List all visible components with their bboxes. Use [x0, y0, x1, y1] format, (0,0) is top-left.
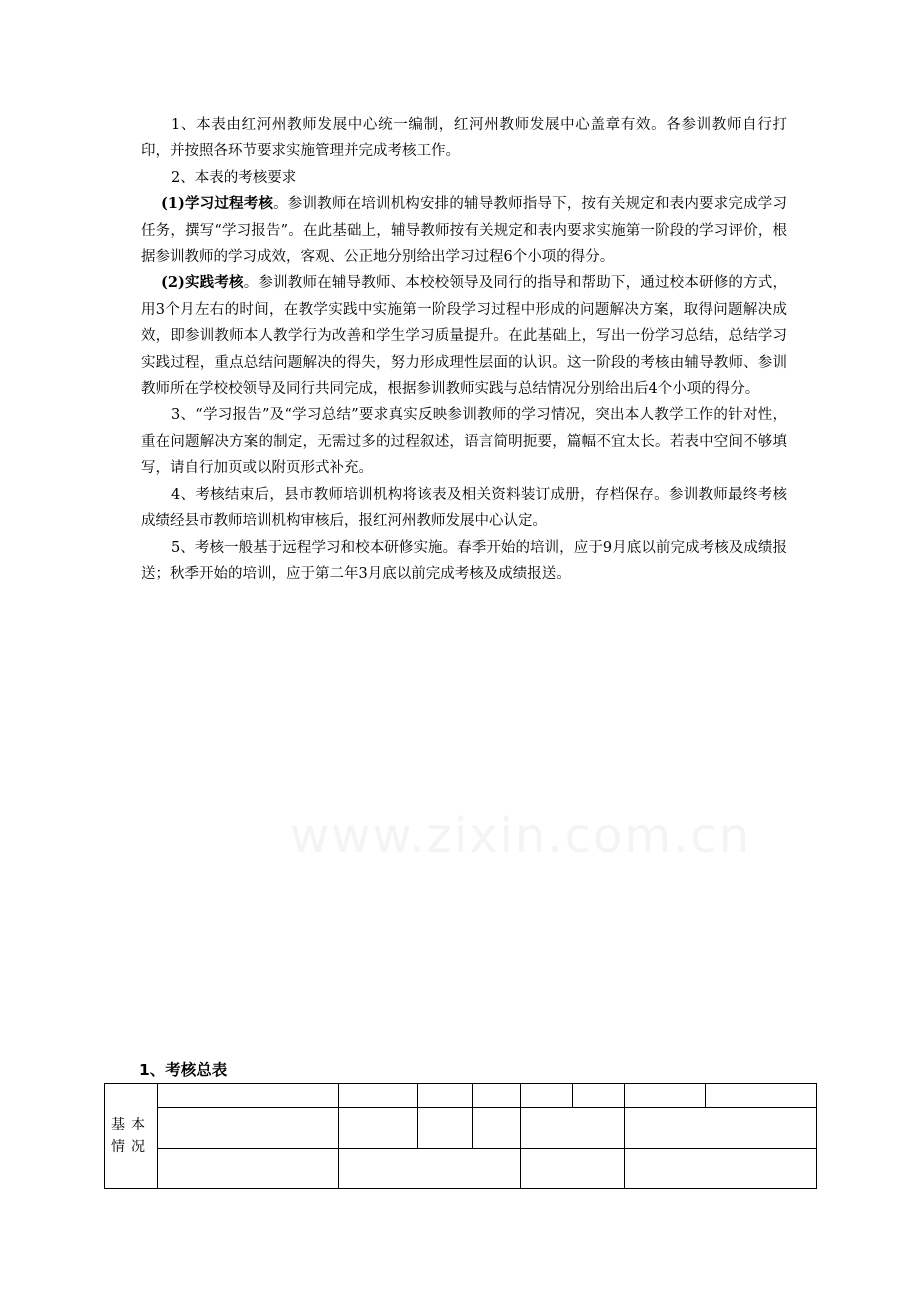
instruction-item-2: 2、本表的考核要求 [171, 169, 297, 186]
table-cell[interactable] [706, 1084, 817, 1108]
instructions-body [141, 112, 787, 587]
table-cell[interactable] [418, 1108, 473, 1149]
subitem-heading-practice: (2)实践考核 [161, 274, 244, 292]
table-cell[interactable] [521, 1084, 573, 1108]
instruction-item-3: 3、“学习报告”及“学习总结”要求真实反映参训教师的学习情况，突出本人教学工作的针对性，重在问题解决方案的制定，无需过多的过程叙述，语言简明扼要，篇幅不宜太长。若表中空间不够填写，请自行加页或以附页形式补充。 [141, 407, 787, 477]
table-cell[interactable] [339, 1149, 521, 1189]
instruction-item-4: 4、考核结束后，县市教师培训机构将该表及相关资料装订成册，存档保存。参训教师最终考核成绩经县市教师培训机构审核后，报红河州教师发展中心认定。 [141, 486, 787, 530]
section-title: 1、考核总表 [139, 1061, 228, 1079]
table-cell[interactable] [473, 1084, 521, 1108]
instruction-item-2-2 [141, 270, 787, 402]
basic-info-label-line1: 基本 [111, 1117, 151, 1133]
subitem-heading-process: (1)学习过程考核 [161, 195, 274, 213]
table-cell[interactable] [158, 1149, 339, 1189]
table-cell[interactable] [158, 1108, 339, 1149]
table-cell[interactable] [473, 1108, 521, 1149]
watermark: www.zixin.com.cn [290, 808, 752, 864]
subitem-text-practice: 。参训教师在辅导教师、本校校领导及同行的指导和帮助下，通过校本研修的方式，用3个月左右的时间，在教学实践中实施第一阶段学习过程中形成的问题解决方案，取得问题解决成效，即参训教师本人教学行为改善和学生学习质量提升。在此基础上，写出一份学习总结，总结学习实践过程，重点总结问题解决的得失，努力形成理性层面的认识。这一阶段的考核由辅导教师、参训教师所在学校校领导及同行共同完成，根据参训教师实践与总结情况分别给出后4个小项的得分。 [141, 275, 787, 398]
table-cell[interactable] [521, 1108, 625, 1149]
table-cell[interactable] [418, 1084, 473, 1108]
table-cell[interactable] [521, 1149, 625, 1189]
subitem-text-process: 。参训教师在培训机构安排的辅导教师指导下，按有关规定和表内要求完成学习任务，撰写“学习报告”。在此基础上，辅导教师按有关规定和表内要求实施第一阶段的学习评价，根据参训教师的学习成效，客观、公正地分别给出学习过程6个小项的得分。 [141, 196, 787, 266]
table-cell[interactable] [339, 1084, 418, 1108]
table-cell[interactable] [625, 1084, 706, 1108]
basic-info-label [105, 1084, 158, 1189]
assessment-summary-table [104, 1083, 817, 1189]
instruction-item-5: 5、考核一般基于远程学习和校本研修实施。春季开始的培训，应于9月底以前完成考核及成绩报送；秋季开始的培训，应于第二年3月底以前完成考核及成绩报送。 [141, 539, 787, 582]
table-cell[interactable] [158, 1084, 339, 1108]
table-cell[interactable] [625, 1149, 817, 1189]
table-cell[interactable] [339, 1108, 418, 1149]
basic-info-label-line2: 情况 [111, 1139, 151, 1155]
table-cell[interactable] [573, 1084, 625, 1108]
instruction-item-2-1 [141, 191, 787, 270]
instruction-item-1: 1、本表由红河州教师发展中心统一编制，红河州教师发展中心盖章有效。各参训教师自行打印，并按照各环节要求实施管理并完成考核工作。 [141, 117, 787, 160]
table-cell[interactable] [625, 1108, 817, 1149]
